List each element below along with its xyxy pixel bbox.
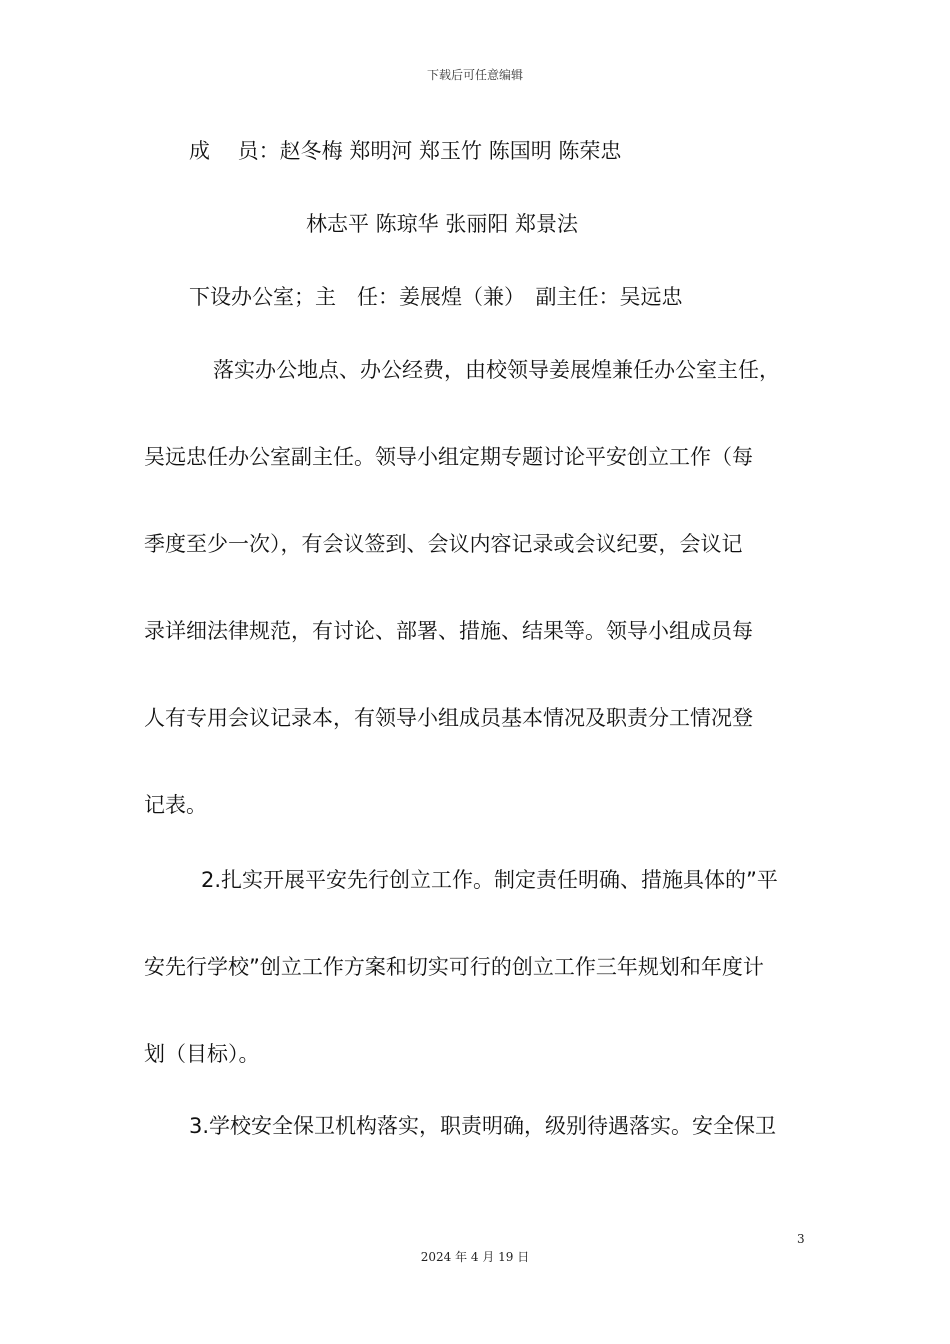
footer-date: 2024 年 4 月 19 日 bbox=[420, 1250, 530, 1264]
paragraph-line: 吴远忠任办公室副主任。领导小组定期专题讨论平安创立工作（每 bbox=[144, 445, 753, 469]
members-line: 成 员：赵冬梅 郑明河 郑玉竹 陈国明 陈荣忠 bbox=[189, 139, 622, 163]
paragraph-line: 季度至少一次），有会议签到、会议内容记录或会议纪要，会议记 bbox=[144, 532, 743, 556]
members-continued-line: 林志平 陈琼华 张丽阳 郑景法 bbox=[306, 212, 579, 236]
page-header: 下载后可任意编辑 bbox=[426, 68, 523, 82]
item-2-line: 2.扎实开展平安先行创立工作。制定责任明确、措施具体的”平 bbox=[201, 868, 778, 892]
paragraph-line: 落实办公地点、办公经费，由校领导姜展煌兼任办公室主任， bbox=[213, 358, 780, 382]
item-3-line: 3.学校安全保卫机构落实，职责明确，级别待遇落实。安全保卫 bbox=[189, 1114, 777, 1138]
paragraph-line: 人有专用会议记录本，有领导小组成员基本情况及职责分工情况登 bbox=[144, 706, 753, 730]
item-2-line: 划（目标）。 bbox=[144, 1042, 260, 1066]
item-2-line: 安先行学校”创立工作方案和切实可行的创立工作三年规划和年度计 bbox=[144, 955, 764, 979]
paragraph-line: 记表。 bbox=[144, 793, 207, 817]
office-line: 下设办公室；主 任：姜展煌（兼） 副主任：吴远忠 bbox=[189, 285, 683, 309]
paragraph-line: 录详细法律规范，有讨论、部署、措施、结果等。领导小组成员每 bbox=[144, 619, 753, 643]
page-number: 3 bbox=[797, 1232, 805, 1246]
